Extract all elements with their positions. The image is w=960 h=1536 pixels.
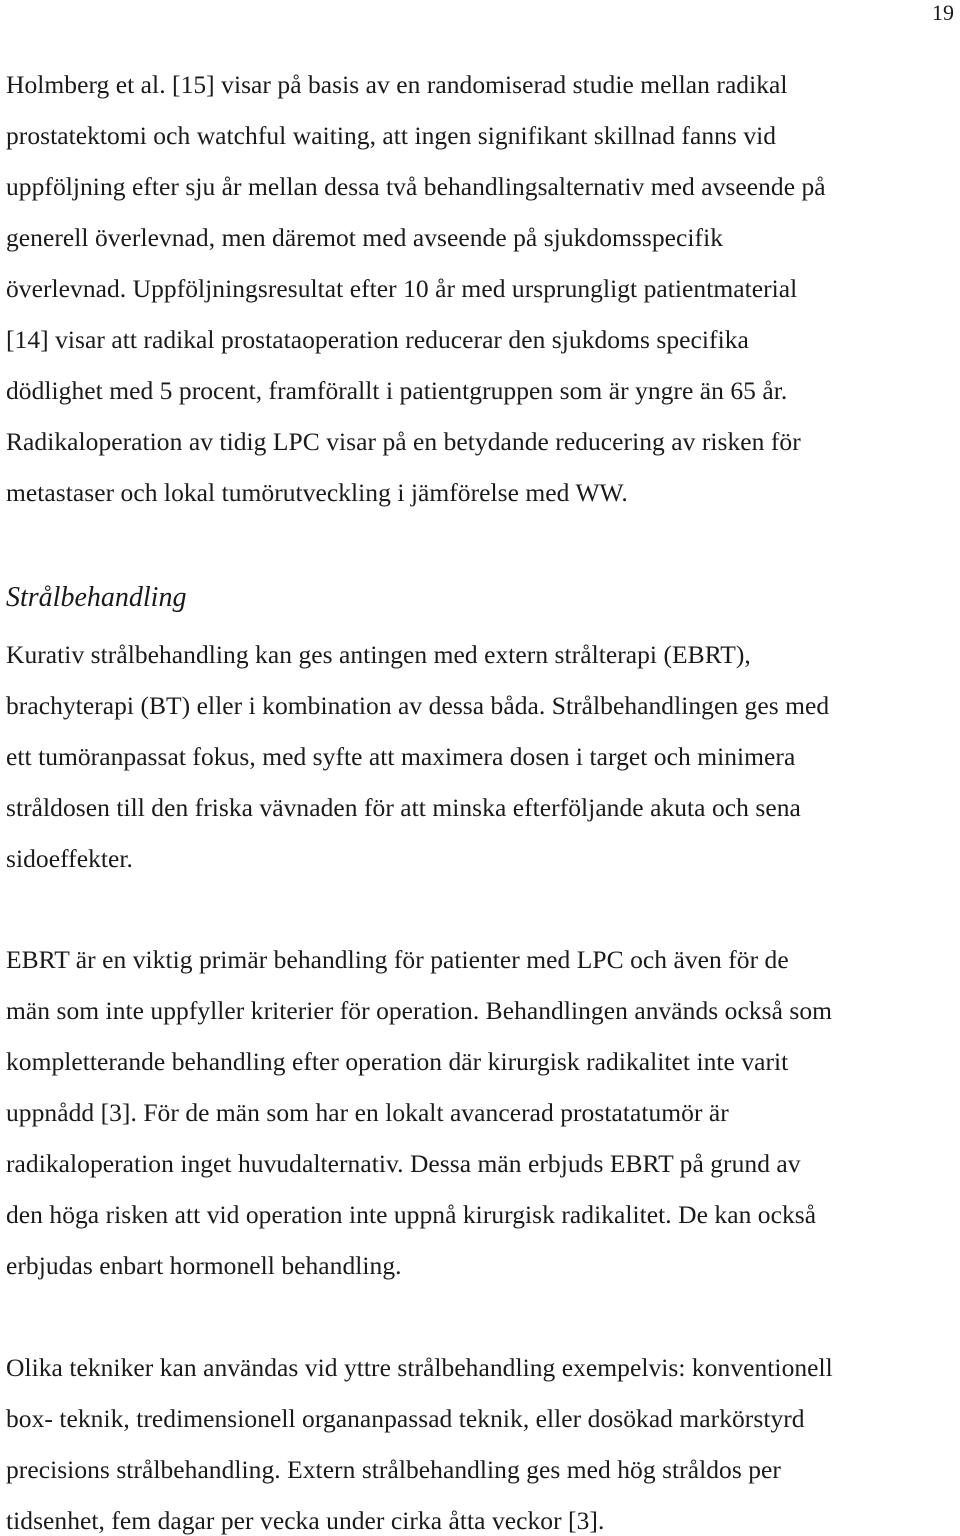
text-line: Radikaloperation av tidig LPC visar på en betydande reducering av risken för xyxy=(6,427,801,456)
text-line: Olika tekniker kan användas vid yttre strålbehandling exempelvis: konventionell xyxy=(6,1353,833,1382)
page-number: 19 xyxy=(932,0,954,25)
text-line: stråldosen till den friska vävnaden för att minska efterföljande akuta och sena xyxy=(6,793,801,822)
text-line: män som inte uppfyller kriterier för operation. Behandlingen används också som xyxy=(6,996,833,1025)
text-line: precisions strålbehandling. Extern strålbehandling ges med hög stråldos per xyxy=(6,1455,781,1484)
text-line: uppnådd [3]. För de män som har en lokalt avancerad prostatatumör är xyxy=(6,1098,729,1127)
text-line: generell överlevnad, men däremot med avseende på sjukdomsspecifik xyxy=(6,223,724,252)
text-line: radikaloperation inget huvudalternativ. Dessa män erbjuds EBRT på grund av xyxy=(6,1149,801,1178)
text-line: dödlighet med 5 procent, framförallt i patientgruppen som är yngre än 65 år. xyxy=(6,376,788,405)
text-line: box- teknik, tredimensionell organanpassad teknik, eller dosökad markörstyrd xyxy=(6,1404,805,1433)
text-line: den höga risken att vid operation inte uppnå kirurgisk radikalitet. De kan också xyxy=(6,1200,817,1229)
text-line: Holmberg et al. [15] visar på basis av en randomiserad studie mellan radikal xyxy=(6,70,788,99)
text-line: överlevnad. Uppföljningsresultat efter 10 år med ursprungligt patientmaterial xyxy=(6,274,798,303)
text-line: [14] visar att radikal prostataoperation reducerar den sjukdoms specifika xyxy=(6,325,749,354)
text-line: sidoeffekter. xyxy=(6,844,133,873)
text-line: metastaser och lokal tumörutveckling i jämförelse med WW. xyxy=(6,478,628,507)
text-line: ett tumöranpassat fokus, med syfte att maximera dosen i target och minimera xyxy=(6,742,796,771)
text-line: uppföljning efter sju år mellan dessa två behandlingsalternativ med avseende på xyxy=(6,172,826,201)
text-line: EBRT är en viktig primär behandling för patienter med LPC och även för de xyxy=(6,945,789,974)
text-line: Kurativ strålbehandling kan ges antingen med extern strålterapi (EBRT), xyxy=(6,640,751,669)
section-heading: Strålbehandling xyxy=(6,582,187,613)
text-line: prostatektomi och watchful waiting, att ingen signifikant skillnad fanns vid xyxy=(6,121,777,150)
text-line: brachyterapi (BT) eller i kombination av dessa båda. Strålbehandlingen ges med xyxy=(6,691,830,720)
text-line: erbjudas enbart hormonell behandling. xyxy=(6,1251,402,1280)
text-line: kompletterande behandling efter operation där kirurgisk radikalitet inte varit xyxy=(6,1047,789,1076)
text-line: tidsenhet, fem dagar per vecka under cirka åtta veckor [3]. xyxy=(6,1506,605,1535)
